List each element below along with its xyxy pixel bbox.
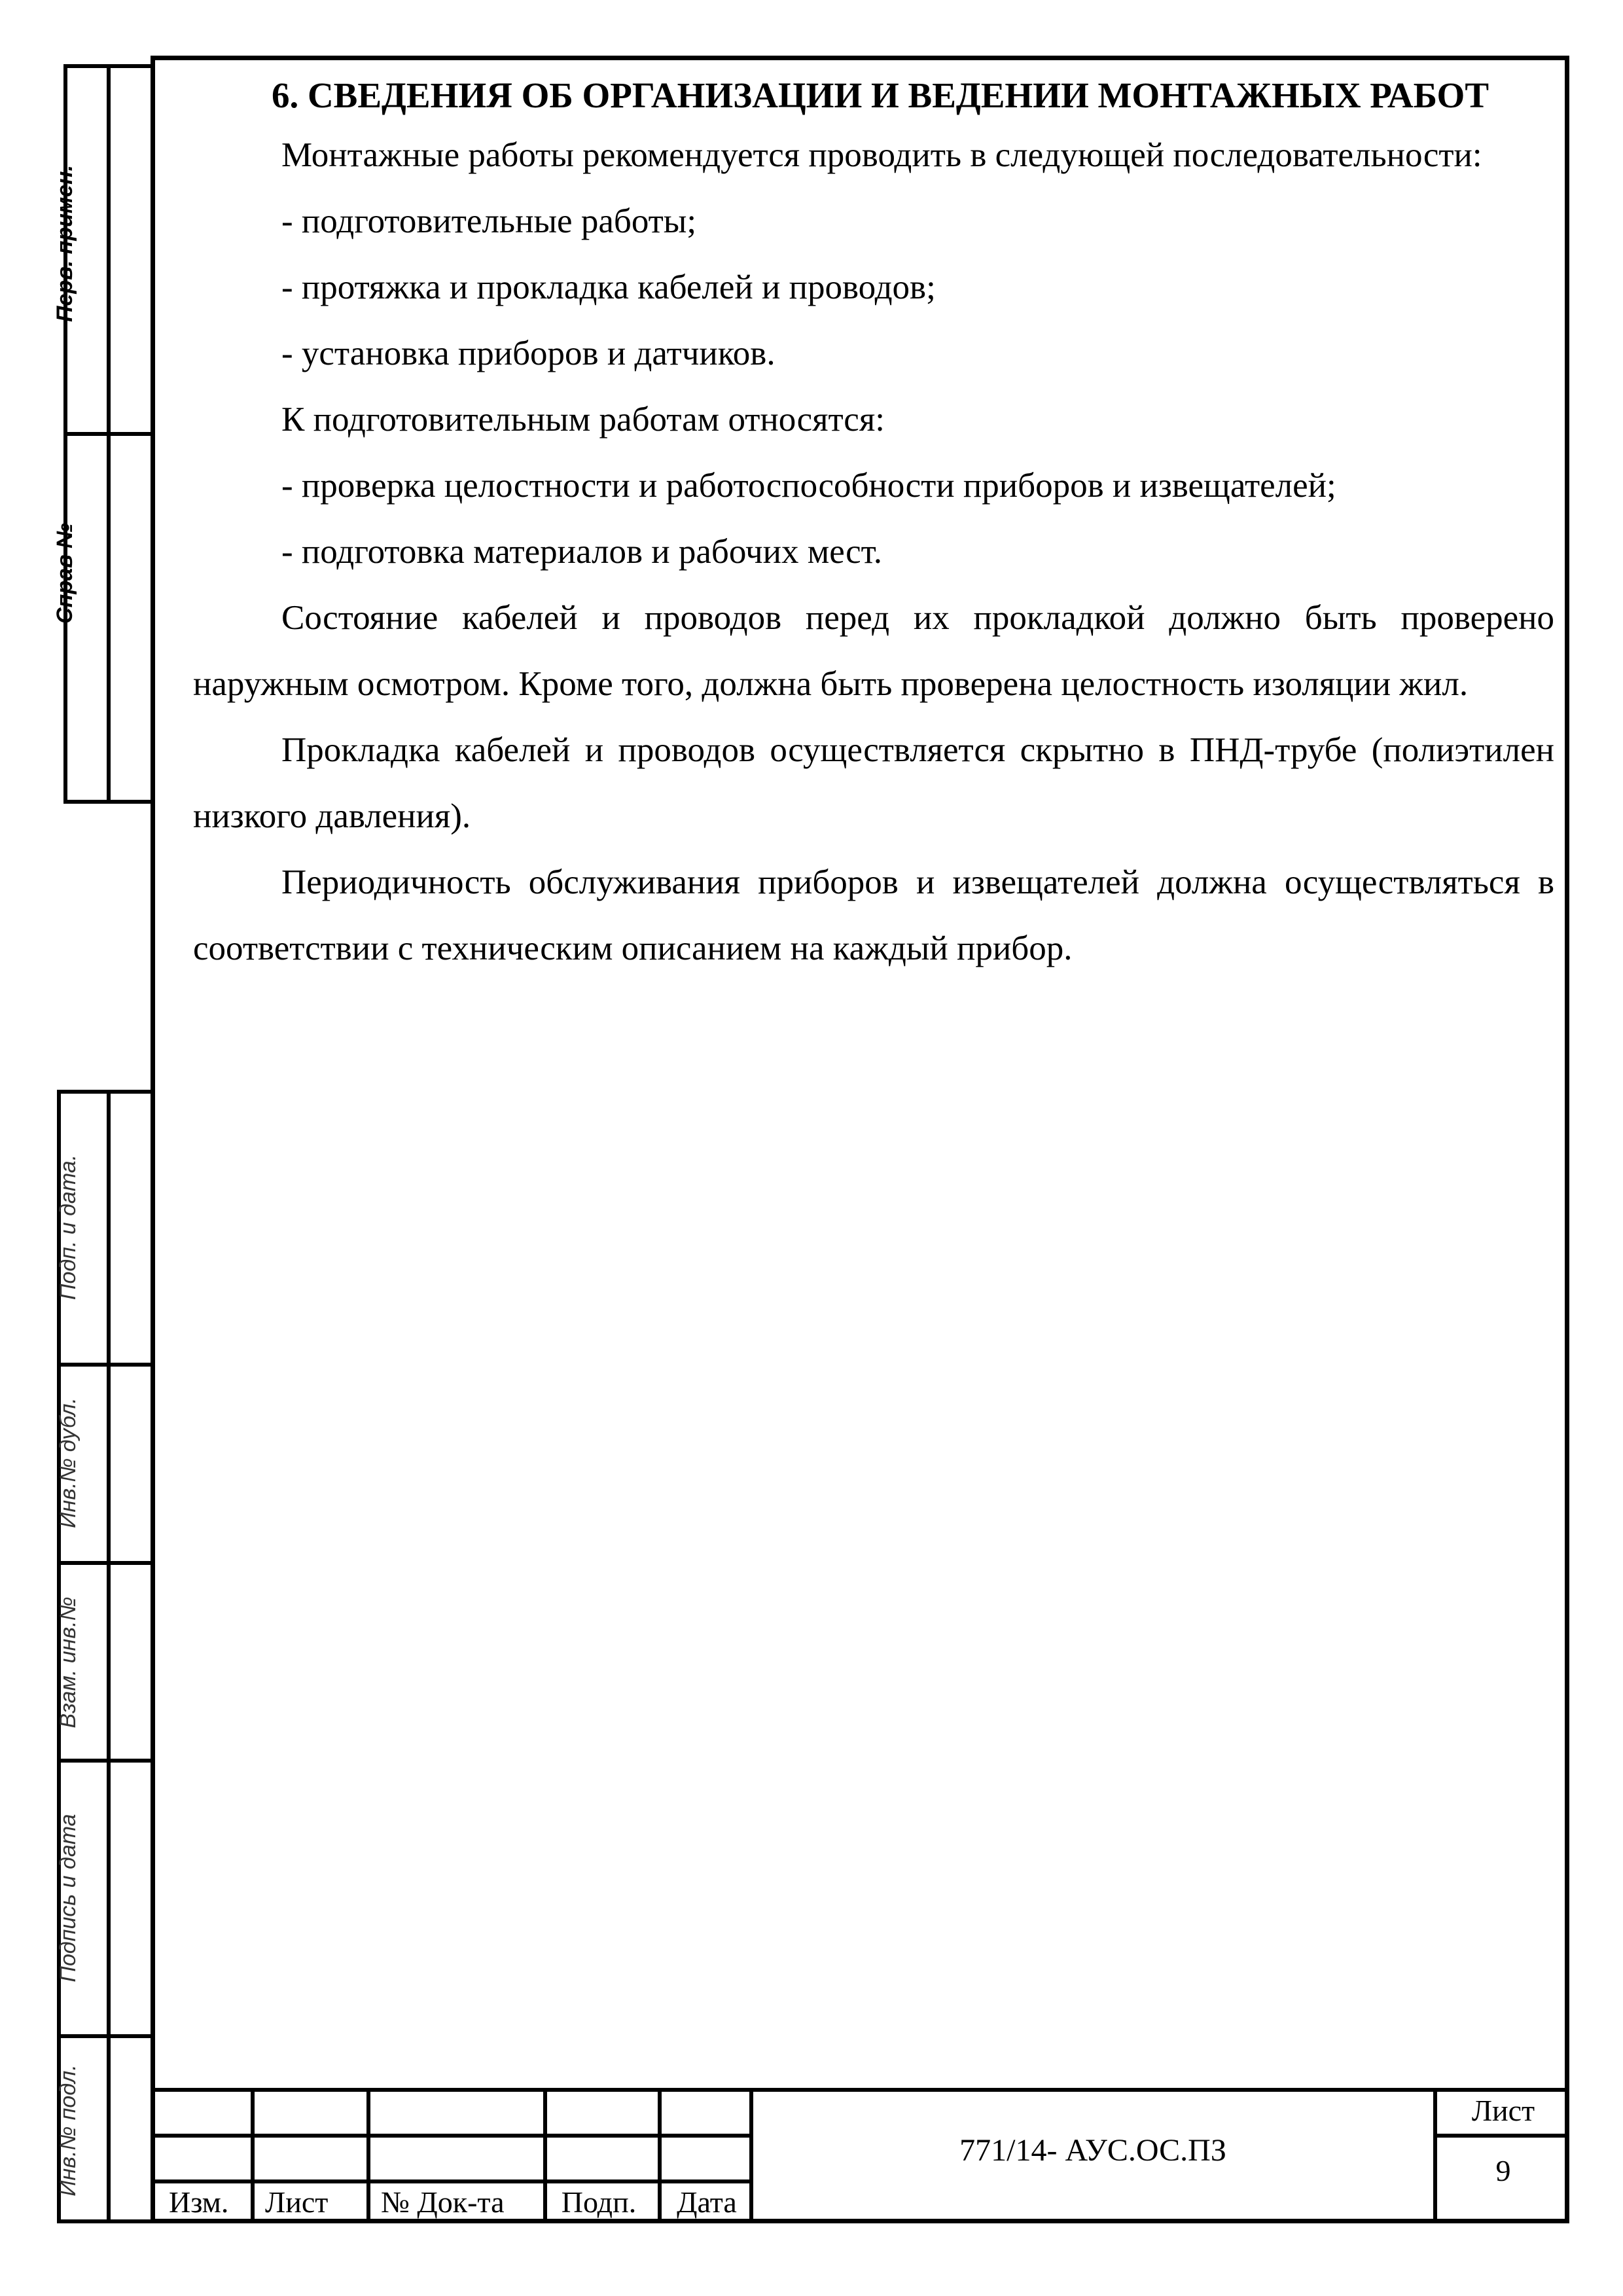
col-data: Дата bbox=[677, 2185, 737, 2219]
tb-line bbox=[1433, 2134, 1569, 2138]
sheet-label: Лист bbox=[1471, 2094, 1535, 2127]
paragraph: Прокладка кабелей и проводов осуществляется скрытно в ПНД-трубе (полиэтилен низкого давления). bbox=[193, 731, 1554, 835]
strip-divider bbox=[57, 1561, 155, 1565]
tb-line bbox=[251, 2088, 255, 2223]
strip-divider bbox=[107, 1090, 111, 2223]
list-item: - протяжка и прокладка кабелей и проводов; bbox=[281, 268, 936, 306]
document-code: 771/14- АУС.ОС.ПЗ bbox=[959, 2133, 1226, 2168]
document-body bbox=[193, 69, 1554, 982]
tb-line bbox=[151, 2134, 753, 2138]
col-doc: № Док-та bbox=[381, 2185, 505, 2219]
label-vzam-inv: Взам. инв.№ bbox=[56, 1596, 80, 1729]
list-item: - подготовка материалов и рабочих мест. bbox=[281, 533, 883, 571]
label-inv-podl: Инв.№ подл. bbox=[56, 2064, 80, 2197]
list-item: - установка приборов и датчиков. bbox=[281, 334, 776, 372]
col-list: Лист bbox=[265, 2185, 329, 2219]
strip-divider bbox=[63, 432, 155, 436]
paragraph: Состояние кабелей и проводов перед их прокладкой должно быть проверено наружным осмотром. Кроме того, должна быть проверена целостность изоляции жил. bbox=[193, 599, 1554, 703]
paragraph-list bbox=[193, 122, 1554, 982]
tb-line bbox=[658, 2088, 662, 2223]
strip-divider bbox=[57, 1759, 155, 1763]
section-heading: 6. СВЕДЕНИЯ ОБ ОРГАНИЗАЦИИ И ВЕДЕНИИ МОНТАЖНЫХ РАБОТ bbox=[271, 75, 1489, 115]
paragraph: Монтажные работы рекомендуется проводить в следующей последовательности: bbox=[281, 136, 1482, 174]
label-podpis-data: Подпись и дата bbox=[56, 1814, 80, 1982]
sheet-number: 9 bbox=[1495, 2154, 1511, 2187]
tb-line bbox=[366, 2088, 370, 2223]
col-izm: Изм. bbox=[169, 2185, 229, 2219]
list-item: - подготовительные работы; bbox=[281, 202, 697, 240]
title-block bbox=[151, 2088, 1569, 2223]
label-inv-dubl: Инв.№ дубл. bbox=[56, 1397, 80, 1528]
strip-divider bbox=[57, 1363, 155, 1367]
paragraph: К подготовительным работам относятся: bbox=[281, 401, 885, 439]
label-sprav: Справ № bbox=[52, 523, 77, 624]
tb-line bbox=[151, 2179, 753, 2183]
list-item: - проверка целостности и работоспособности приборов и извещателей; bbox=[281, 467, 1336, 505]
tb-line bbox=[151, 2088, 1569, 2092]
col-podp: Подп. bbox=[561, 2185, 637, 2219]
paragraph: Периодичность обслуживания приборов и извещателей должна осуществляться в соответствии с техническим описанием на каждый прибор. bbox=[193, 863, 1554, 967]
label-perv-primen: Перв. примен. bbox=[52, 165, 77, 322]
label-podp-data: Подп. и дата. bbox=[56, 1154, 80, 1300]
